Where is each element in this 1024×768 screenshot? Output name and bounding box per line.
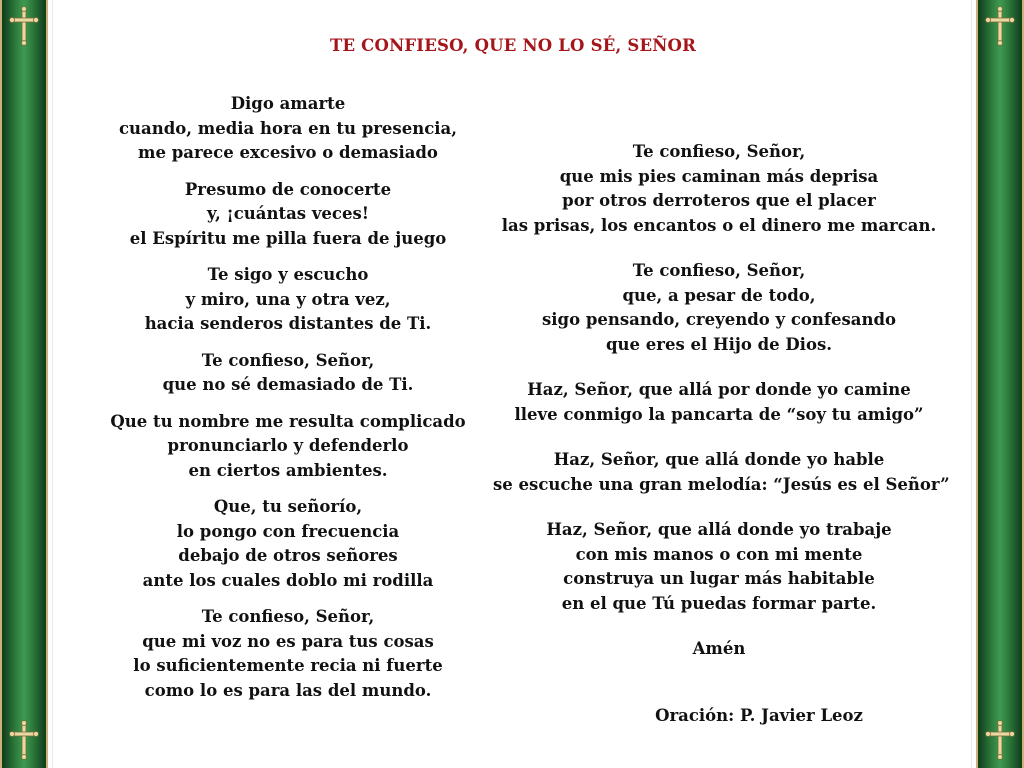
poem-line: las prisas, los encantos o el dinero me marcan.: [501, 215, 937, 235]
poem-line: hacia senderos distantes de Ti.: [144, 314, 432, 333]
poem-line: Digo amarte: [230, 94, 346, 113]
left-decorative-border: [0, 0, 48, 768]
stanza: [493, 378, 945, 427]
poem-line: pronunciarlo y defenderlo: [167, 436, 409, 455]
poem-line: que mis pies caminan más deprisa: [559, 166, 879, 186]
stanza: [493, 140, 945, 238]
cross-icon: [9, 6, 39, 46]
cross-icon: [9, 720, 39, 760]
poem-line: Presumo de conocerte: [184, 179, 392, 199]
poem-line: me parece excesivo o demasiado: [138, 143, 438, 162]
poem-line: lo pongo con frecuencia: [176, 521, 400, 541]
poem-title: TE CONFIESO, QUE NO LO SÉ, SEÑOR: [329, 36, 697, 55]
poem-line: sigo pensando, creyendo y confesando: [542, 310, 896, 329]
poem-line: Te confieso, Señor,: [201, 607, 375, 626]
poem-line: que eres el Hijo de Dios.: [606, 334, 832, 354]
stanza: [493, 259, 945, 357]
poem-right-column: [493, 140, 950, 662]
poem-line: que mi voz no es para tus cosas: [142, 631, 434, 651]
poem-line: ante los cuales doblo mi rodilla: [142, 570, 434, 590]
poem-line: lleve conmigo la pancarta de “soy tu amigo”: [514, 404, 924, 424]
stanza: [93, 495, 483, 593]
poem-line: en ciertos ambientes.: [188, 460, 388, 480]
right-stanzas: [493, 140, 950, 616]
poem-line: por otros derroteros que el placer: [562, 191, 876, 210]
poem-line: Haz, Señor, que allá donde yo hable: [553, 450, 885, 469]
poem-line: que, a pesar de todo,: [622, 285, 816, 305]
poem-line: en el que Tú puedas formar parte.: [561, 593, 877, 613]
poem-line: Que, tu señorío,: [213, 497, 363, 516]
poem-line: y miro, una y otra vez,: [185, 289, 391, 309]
stanza: [93, 605, 483, 703]
poem-line: Te confieso, Señor,: [201, 350, 375, 370]
amen-line: Amén: [692, 639, 746, 658]
poem-line: construya un lugar más habitable: [563, 569, 875, 588]
prayer-signature: Oración: P. Javier Leoz: [655, 706, 863, 725]
cross-icon: [985, 720, 1015, 760]
poem-line: lo suficientemente recia ni fuerte: [133, 656, 443, 675]
poem-line: Haz, Señor, que allá por donde yo camine: [527, 380, 911, 399]
poem-line: Te confieso, Señor,: [632, 261, 806, 280]
poem-line: se escuche una gran melodía: “Jesús es el Señor”: [493, 474, 950, 494]
poem-line: con mis manos o con mi mente: [575, 544, 863, 564]
poem-line: como lo es para las del mundo.: [144, 680, 432, 700]
poem-page: [52, 0, 972, 768]
stanza: [93, 410, 483, 484]
right-decorative-border: [976, 0, 1024, 768]
poem-line: el Espíritu me pilla fuera de juego: [129, 228, 447, 248]
poem-line: Que tu nombre me resulta complicado: [110, 411, 466, 431]
stanza: [93, 263, 483, 337]
stanza: [493, 518, 945, 616]
poem-line: que no sé demasiado de Ti.: [162, 375, 414, 394]
poem-line: Te confieso, Señor,: [632, 142, 806, 161]
poem-line: Haz, Señor, que allá donde yo trabaje: [546, 520, 892, 539]
poem-line: y, ¡cuántas veces!: [207, 204, 369, 223]
cross-icon: [985, 6, 1015, 46]
stanza: [493, 448, 950, 497]
poem-left-column: [93, 92, 483, 715]
poem-line: Te sigo y escucho: [207, 265, 369, 284]
poem-line: debajo de otros señores: [178, 546, 398, 565]
stanza: [93, 349, 483, 398]
poem-line: cuando, media hora en tu presencia,: [119, 118, 457, 138]
stanza: [93, 178, 483, 252]
stanza: [93, 92, 483, 166]
